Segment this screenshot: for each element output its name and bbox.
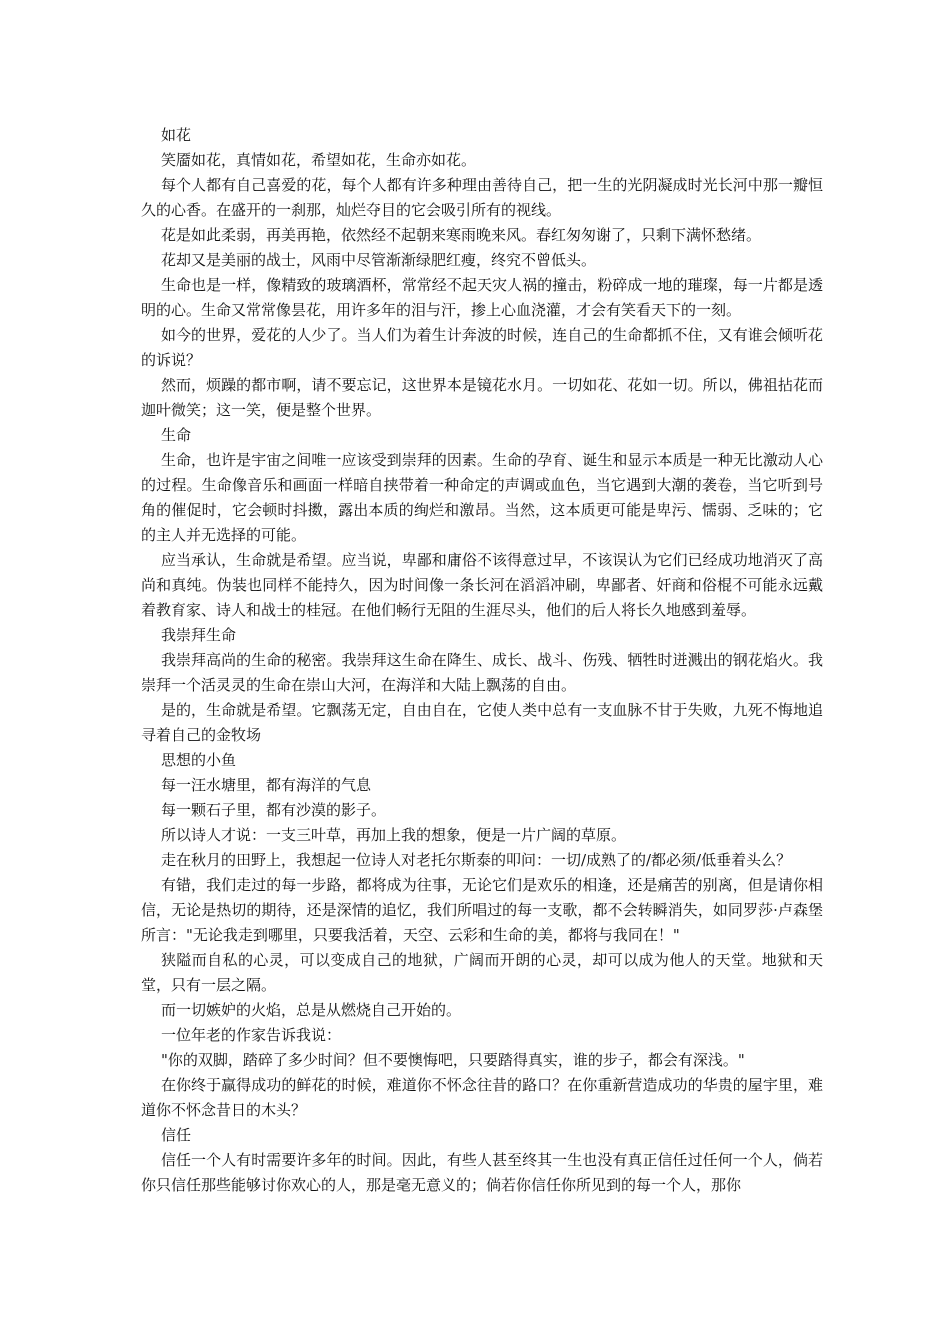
section-heading: 如花	[160, 126, 191, 144]
body-paragraph: 一位年老的作家告诉我说：	[160, 1026, 341, 1044]
body-paragraph: 每一颗石子里，都有沙漠的影子。	[160, 801, 386, 819]
body-paragraph: 应当承认，生命就是希望。应当说，卑鄙和庸俗不该得意过早，不该误认为它们已经成功地消灭了高尚和真纯。伪装也同样不能持久，因为时间像一条长河在滔滔冲刷，卑鄙者、奸商和俗棍不可能永远戴着教育家、诗人和战士的桂冠。在他们畅行无阻的生涯尽头，他们的后人将长久地感到羞辱。	[141, 551, 823, 619]
body-paragraph: 所以诗人才说：一支三叶草，再加上我的想象，便是一片广阔的草原。	[160, 826, 626, 844]
body-paragraph: 如今的世界，爱花的人少了。当人们为着生计奔波的时候，连自己的生命都抓不住，又有谁会倾听花的诉说？	[141, 326, 823, 369]
body-paragraph: "你的双脚，踏碎了多少时间？但不要懊悔吧，只要踏得真实，谁的步子，都会有深浅。"	[160, 1051, 745, 1069]
body-paragraph: 生命，也许是宇宙之间唯一应该受到崇拜的因素。生命的孕育、诞生和显示本质是一种无比激动人心的过程。生命像音乐和画面一样暗自挟带着一种命定的声调或血色，当它遇到大潮的袭卷，当它听到号角的催促时，它会顿时抖擞，露出本质的绚烂和激昂。当然，这本质更可能是卑污、懦弱、乏味的；它的主人并无选择的可能。	[141, 451, 823, 544]
body-paragraph: 笑靥如花，真情如花，希望如花，生命亦如花。	[160, 151, 476, 169]
body-paragraph: 信任一个人有时需要许多年的时间。因此，有些人甚至终其一生也没有真正信任过任何一个人，倘若你只信任那些能够讨你欢心的人，那是毫无意义的；倘若你信任你所见到的每一个人，那你	[141, 1151, 823, 1194]
section-heading: 生命	[160, 426, 191, 444]
body-paragraph: 是的，生命就是希望。它飘荡无定，自由自在，它使人类中总有一支血脉不甘于失败，九死不悔地追寻着自己的金牧场	[141, 701, 823, 744]
body-paragraph: 狭隘而自私的心灵，可以变成自己的地狱，广阔而开朗的心灵，却可以成为他人的天堂。地狱和天堂，只有一层之隔。	[141, 951, 823, 994]
body-paragraph: 走在秋月的田野上，我想起一位诗人对老托尔斯泰的叩问：一切/成熟了的/都必须/低垂着头么？	[160, 851, 792, 869]
section-heading: 信任	[160, 1126, 191, 1144]
body-paragraph: 有错，我们走过的每一步路，都将成为往事，无论它们是欢乐的相逢，还是痛苦的别离，但是请你相信，无论是热切的期待，还是深情的追忆，我们所唱过的每一支歌，都不会转瞬消失，如同罗莎·卢森堡所言："无论我走到哪里，只要我活着，天空、云彩和生命的美，都将与我同在！"	[141, 876, 823, 944]
section-heading: 我崇拜生命	[160, 626, 236, 644]
document-body	[141, 123, 823, 1198]
body-paragraph: 我崇拜高尚的生命的秘密。我崇拜这生命在降生、成长、战斗、伤残、牺牲时迸溅出的钢花焰火。我崇拜一个活灵灵的生命在崇山大河，在海洋和大陆上飘荡的自由。	[141, 651, 823, 694]
body-paragraph: 花却又是美丽的战士，风雨中尽管渐渐绿肥红瘦，终究不曾低头。	[160, 251, 596, 269]
section-heading: 思想的小鱼	[160, 751, 236, 769]
body-paragraph: 每一汪水塘里，都有海洋的气息	[160, 776, 371, 794]
body-paragraph: 花是如此柔弱，再美再艳，依然经不起朝来寒雨晚来风。春红匆匆谢了，只剩下满怀愁绪。	[160, 226, 761, 244]
body-paragraph: 生命也是一样，像精致的玻璃酒杯，常常经不起天灾人祸的撞击，粉碎成一地的璀璨，每一片都是透明的心。生命又常常像昙花，用许多年的泪与汗，掺上心血浇灌，才会有笑看天下的一刻。	[141, 276, 823, 319]
body-paragraph: 而一切嫉妒的火焰，总是从燃烧自己开始的。	[160, 1001, 461, 1019]
body-paragraph: 每个人都有自己喜爱的花，每个人都有许多种理由善待自己，把一生的光阴凝成时光长河中那一瓣恒久的心香。在盛开的一刹那，灿烂夺目的它会吸引所有的视线。	[141, 176, 823, 219]
body-paragraph: 在你终于赢得成功的鲜花的时候，难道你不怀念往昔的路口？在你重新营造成功的华贵的屋宇里，难道你不怀念昔日的木头？	[141, 1076, 823, 1119]
body-paragraph: 然而，烦躁的都市啊，请不要忘记，这世界本是镜花水月。一切如花、花如一切。所以，佛祖拈花而迦叶微笑；这一笑，便是整个世界。	[141, 376, 823, 419]
